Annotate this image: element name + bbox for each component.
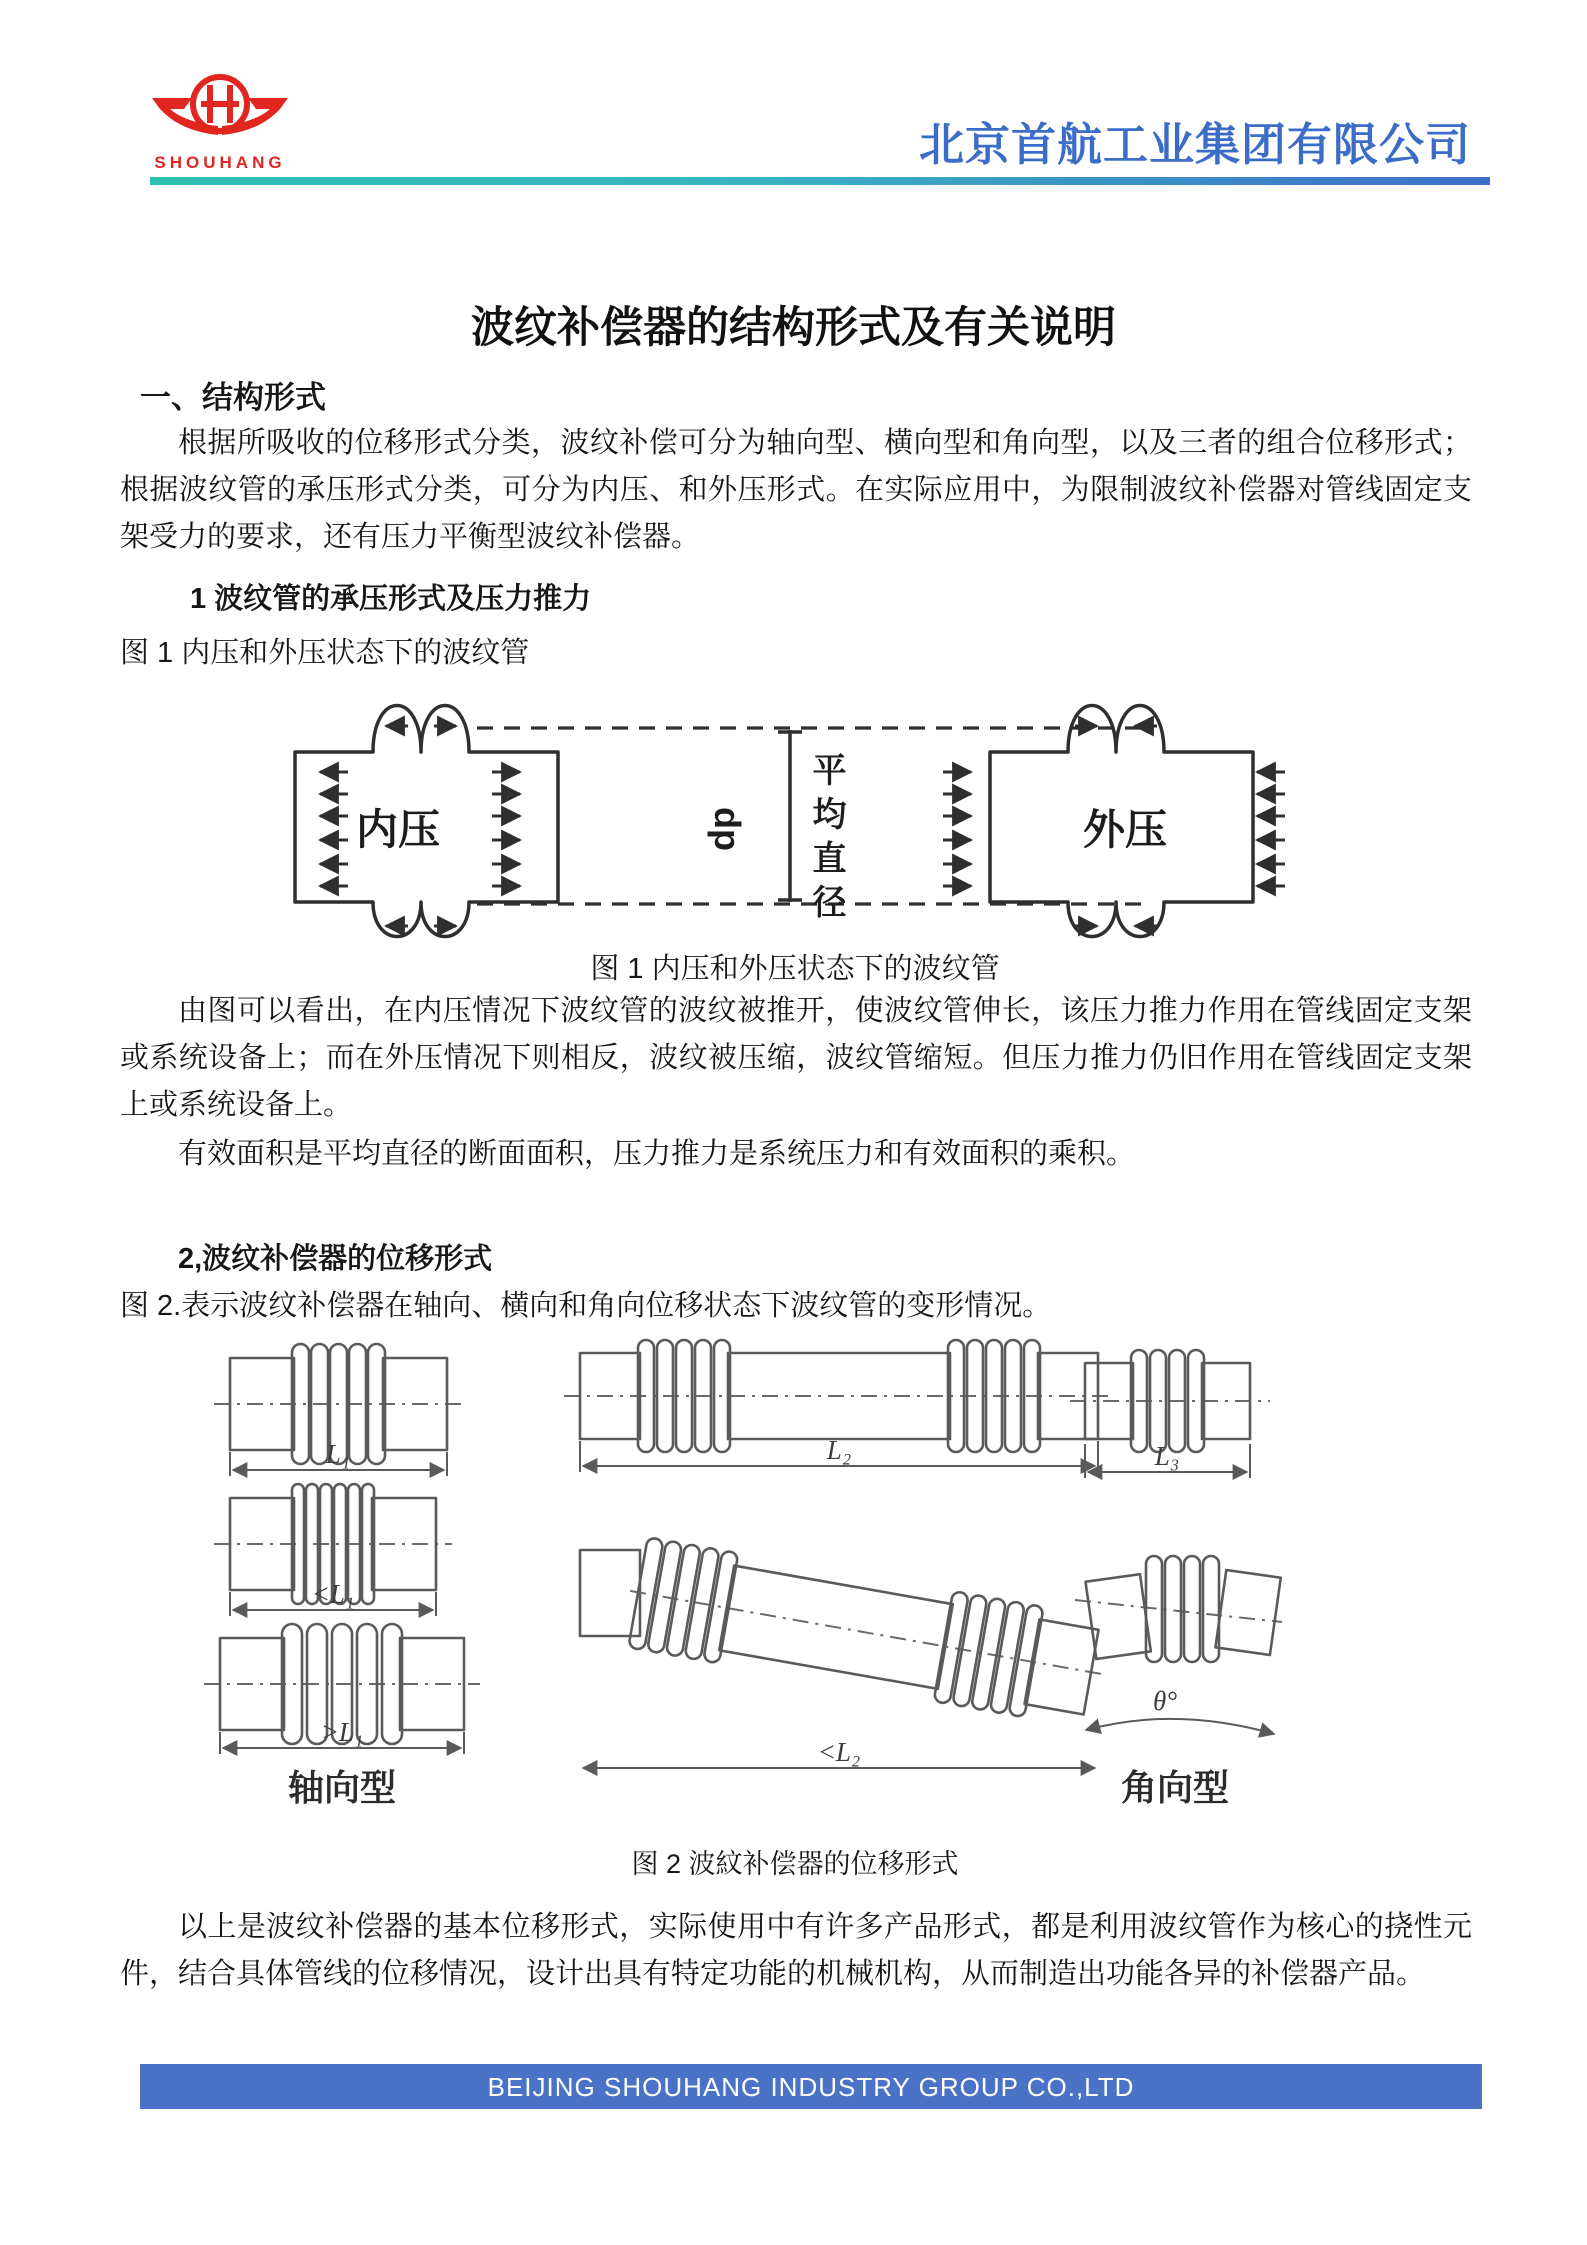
axial-bellows-neutral — [214, 1344, 462, 1476]
paragraph-2: 由图可以看出，在内压情况下波纹管的波纹被推开，使波纹管伸长，该压力推力作用在管线固定支架或系统设备上；而在外压情况下则相反，波纹被压缩，波纹管缩短。但压力推力仍旧作用在管线固定支架上或系统设备上。 — [120, 995, 1472, 1121]
figure-1-bellows-diagram — [280, 688, 1290, 940]
figure-2-caption: 图 2 波紋补偿器的位移形式 — [631, 1849, 959, 1879]
company-name: 北京首航工业集团有限公司 — [918, 119, 1471, 170]
lateral-bellows-neutral — [564, 1340, 1114, 1472]
paragraph-4: 以上是波纹补偿器的基本位移形式，实际使用中有许多产品形式，都是利用波纹管作为核心的挠性元件，结合具体管线的位移情况，设计出具有特定功能的机械机构，从而制造出功能各异的补偿器产品。 — [120, 1911, 1472, 1990]
axial-bellows-compressed — [214, 1484, 452, 1616]
diameter-dimension-line — [778, 730, 802, 902]
figure-2-intro: 图 2.表示波纹补偿器在轴向、横向和角向位移状态下波纹管的变形情况。 — [120, 1290, 1052, 1322]
mean-diameter-label: 平均直径 — [807, 752, 845, 928]
subsection-2-heading: 2,波纹补偿器的位移形式 — [178, 1243, 493, 1275]
paragraph-3: 有效面积是平均直径的断面面积，压力推力是系统压力和有效面积的乘积。 — [178, 1138, 1136, 1170]
figure-1-intro: 图 1 内压和外压状态下的波纹管 — [120, 637, 530, 669]
angular-bellows-rotated — [1075, 1556, 1282, 1734]
shouhang-logo-icon — [148, 64, 292, 178]
dimension-l2: L₂ — [826, 1435, 852, 1465]
paragraph-1: 根据所吸收的位移形式分类，波纹补偿可分为轴向型、横向型和角向型，以及三者的组合位移形式；根据波纹管的承压形式分类，可分为内压、和外压形式。在实际应用中，为限制波纹补偿器对管线固定支架受力的要求，还有压力平衡型波纹补偿器。 — [120, 427, 1472, 553]
axial-type-label: 轴向型 — [287, 1767, 397, 1808]
dimension-lt-l2: <L₂ — [817, 1737, 861, 1767]
internal-pressure-label: 内压 — [355, 806, 441, 853]
dimension-gt-l1: >L₁ — [320, 1717, 364, 1747]
header-divider — [150, 177, 1490, 185]
figure-2-displacement-diagram — [190, 1338, 1500, 1818]
external-pressure-label: 外压 — [1082, 806, 1168, 853]
axial-bellows-extended — [204, 1624, 480, 1754]
dimension-lt-l1: <L₁ — [311, 1579, 355, 1609]
figure-1-caption: 图 1 内压和外压状态下的波纹管 — [590, 953, 1000, 985]
subsection-1-heading: 1 波纹管的承压形式及压力推力 — [190, 583, 592, 615]
angular-bellows-neutral — [1070, 1350, 1270, 1478]
footer-company-name: BEIJING SHOUHANG INDUSTRY GROUP CO.,LTD — [487, 2072, 1135, 2102]
external-pressure-bellows — [943, 706, 1285, 937]
dimension-l3: L₃ — [1154, 1441, 1180, 1471]
internal-pressure-bellows — [295, 706, 558, 937]
dp-label: dp — [700, 807, 742, 851]
dimension-l1: L₁ — [325, 1439, 351, 1469]
dimension-theta: θ° — [1152, 1686, 1178, 1716]
section-1-heading: 一、结构形式 — [140, 380, 326, 415]
lateral-bellows-deflected — [580, 1536, 1113, 1768]
logo-wordmark: SHOUHANG — [154, 153, 286, 172]
footer-bar — [140, 2064, 1482, 2109]
page-title: 波纹补偿器的结构形式及有关说明 — [471, 304, 1116, 352]
angular-type-label: 角向型 — [1120, 1767, 1230, 1808]
